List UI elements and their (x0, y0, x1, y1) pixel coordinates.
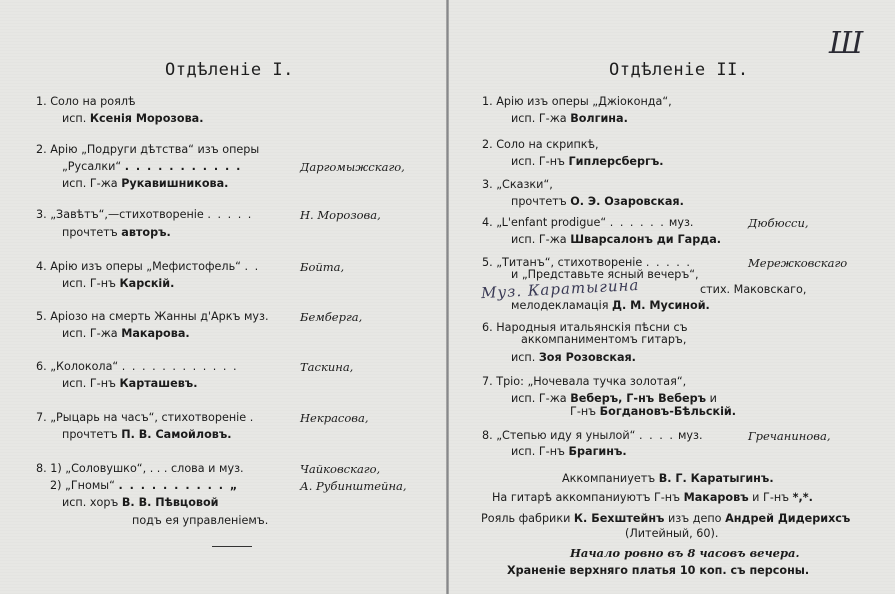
program-item-3: 3. „Завѣтъ“,—стихотвореніе . . . . . (36, 208, 253, 221)
program-item-7: 7. „Рыцарь на часъ“, стихотвореніе . (36, 411, 255, 424)
performer-line: прочтетъ П. В. Самойловъ. (62, 428, 232, 441)
section-heading-2: Отдѣленіе II. (609, 60, 749, 80)
performer-line: исп. Зоя Розовская. (511, 351, 636, 364)
handwritten-corner-mark: Ш (829, 26, 864, 61)
guitar-accompaniment-line: На гитарѣ аккомпаниуютъ Г-нъ Макаровъ и Г-нъ *,*. (492, 491, 813, 504)
performer-line: исп. Г-жа Волгина. (511, 112, 628, 125)
program-item-4: 4. „L'enfant prodigue“ . . . . . . муз. (482, 216, 694, 229)
program-item-1: 1. Арію изъ оперы „Джіоконда“, (482, 95, 672, 108)
performer-line: исп. Г-жа Веберъ, Г-нъ Веберъ и (511, 392, 717, 405)
program-item-5: 5. „Титанъ“, стихотвореніе . . . . . (482, 256, 692, 269)
performer-line: мелодекламація Д. М. Мусиной. (511, 299, 710, 312)
item-title: Соло на роялѣ (50, 95, 136, 108)
composer-name: А. Рубинштейна, (300, 479, 407, 493)
program-item-7: 7. Тріо: „Ночевала тучка золотая“, (482, 375, 687, 388)
composer-name: Таскина, (300, 360, 354, 374)
program-item-6: 6. „Колокола“ . . . . . . . . . . . . (36, 360, 239, 373)
performer-name: П. В. Самойловъ. (121, 428, 232, 441)
performer-line: исп. Г-жа Рукавишникова. (62, 177, 229, 190)
performer-name: авторъ. (121, 226, 171, 239)
program-item-5: 5. Аріозо на смерть Жанны д'Аркъ муз. (36, 310, 269, 323)
program-item-6: 6. Народныя итальянскія пѣсни съ (482, 321, 688, 334)
performer-name: Зоя Розовская. (538, 351, 636, 364)
performer-line: прочтетъ О. Э. Озаровская. (511, 195, 684, 208)
work-line: „Русалки“ . . . . . . . . . . . (62, 160, 242, 173)
performer-name: Шварсалонъ ди Гарда. (570, 233, 722, 246)
composer-name: Даргомыжскаго, (300, 160, 405, 174)
author-name: стих. Маковскаго, (700, 283, 807, 296)
performer-name: Богдановъ-Бѣльскій. (599, 405, 737, 418)
performer-line: прочтетъ авторъ. (62, 226, 171, 239)
program-item-2: 2. Соло на скрипкѣ, (482, 138, 599, 151)
performer-line: исп. Г-нъ Гиплерсбергъ. (511, 155, 664, 168)
piano-line: Рояль фабрики К. Бехштейнъ изъ депо Андрей Дидерихсъ (481, 512, 851, 525)
composer-name: Бойта, (300, 260, 345, 274)
work-line: аккомпаниментомъ гитаръ, (521, 333, 687, 346)
left-page (0, 0, 446, 594)
performer-name: Рукавишникова. (121, 177, 229, 190)
performer-line: исп. Г-нъ Карташевъ. (62, 377, 198, 390)
end-rule (212, 546, 252, 547)
program-item-8: 8. 1) „Соловушко“, . . . слова и муз. (36, 462, 244, 475)
performer-name: Макарова. (121, 327, 190, 340)
performer-line: исп. Г-жа Шварсалонъ ди Гарда. (511, 233, 722, 246)
work-line: и „Представьте ясный вечеръ“, (511, 268, 699, 281)
accompanist-line: Аккомпаниуетъ В. Г. Каратыгинъ. (562, 472, 774, 485)
performer-line: исп. хоръ В. В. Пѣвцовой (62, 496, 219, 509)
performer-name: Карскій. (119, 277, 175, 290)
program-item-4: 4. Арію изъ оперы „Мефистофель“ . . (36, 260, 260, 273)
composer-name: Бемберга, (300, 310, 363, 324)
performer-name: О. Э. Озаровская. (570, 195, 684, 208)
start-time-note: Начало ровно въ 8 часовъ вечера. (570, 546, 800, 560)
right-page (449, 0, 895, 594)
author-name: Некрасова, (300, 411, 369, 425)
performer-name: Д. М. Мусиной. (612, 299, 710, 312)
author-name: Н. Морозова, (300, 208, 381, 222)
performer-name: В. В. Пѣвцовой (121, 496, 219, 509)
composer-name: Дюбюсси, (748, 216, 809, 230)
performer-line: Г-нъ Богдановъ-Бѣльскій. (570, 405, 737, 418)
performer-name: Волгина. (570, 112, 628, 125)
cloakroom-note: Храненіе верхняго платья 10 коп. съ персоны. (507, 564, 810, 577)
performer-line: исп. Г-нъ Карскій. (62, 277, 175, 290)
performer-name: Веберъ, Г-нъ Веберъ (570, 392, 707, 405)
performer-name: Карташевъ. (119, 377, 198, 390)
composer-name: Чайковскаго, (300, 462, 381, 476)
item-number: 1. (36, 95, 47, 108)
section-heading-1: Отдѣленіе I. (165, 60, 294, 80)
performer-name: Ксенія Морозова. (89, 112, 204, 125)
handwritten-annotation: Муз. Каратыгина (480, 275, 640, 303)
piano-address: (Литейный, 60). (625, 527, 719, 540)
work-line: 2) „Гномы“ . . . . . . . . . . „ (50, 479, 239, 492)
program-item-2: 2. Арію „Подруги дѣтства“ изъ оперы (36, 143, 260, 156)
program-item-8: 8. „Степью иду я унылой“ . . . . муз. (482, 429, 703, 442)
performer-line: исп. Г-нъ Брагинъ. (511, 445, 627, 458)
performer-name: Гиплерсбергъ. (568, 155, 664, 168)
performer-line: исп. Г-жа Макарова. (62, 327, 190, 340)
performer-line: исп. Ксенія Морозова. (62, 112, 204, 125)
program-item-1 (36, 95, 136, 109)
author-name: Мережковскаго (748, 256, 848, 270)
program-item-3: 3. „Сказки“, (482, 178, 553, 191)
conductor-note: подъ ея управленіемъ. (132, 514, 269, 527)
performer-name: Брагинъ. (568, 445, 627, 458)
composer-name: Гречанинова, (748, 429, 831, 443)
